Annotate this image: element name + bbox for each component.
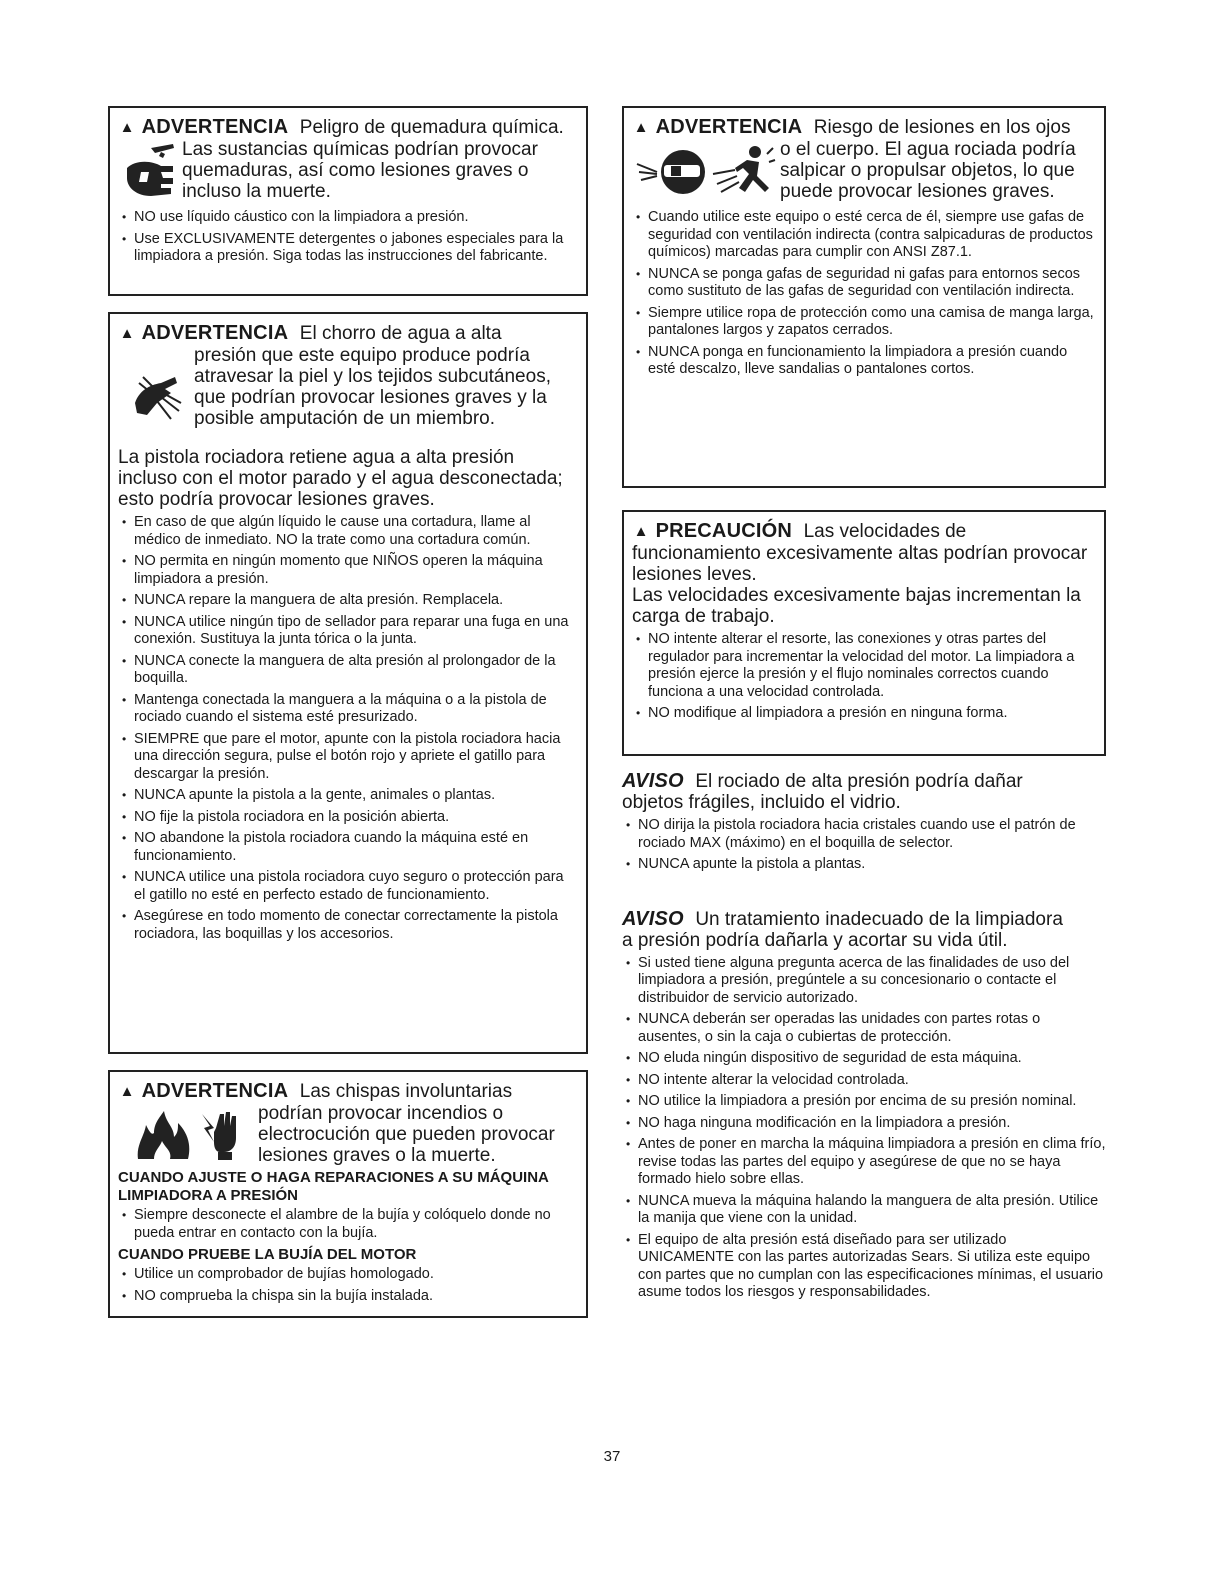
warning-text: presión que este equipo produce podría atravesar la piel y los tejidos subcutáneos, que podrían provocar lesiones graves y la posible amputación de un miembro. — [194, 345, 551, 429]
eye-injury-warning-box — [622, 106, 1106, 488]
list-item: • NO use líquido cáustico con la limpiadora a presión. — [118, 209, 578, 227]
signal-word: AVISO — [622, 907, 684, 930]
signal-word: AVISO — [622, 770, 684, 792]
list-item: • El equipo de alta presión está diseñado para ser utilizado UNICAMENTE con las partes autorizadas Sears. Si utiliza este equipo con partes que no cumplan con las especificaciones mínimas, el usuario asume todos los riesgos y responsabilidades. — [622, 1232, 1106, 1302]
list-item: • NUNCA utilice ningún tipo de sellador para reparar una fuga en una conexión. Sustituya la junta tórica o la junta. — [118, 614, 578, 649]
warning-bullet-list — [118, 1266, 578, 1305]
list-item: • NUNCA deberán ser operadas las unidades con partes rotas o ausentes, o sin la caja o cubiertas de protección. — [622, 1011, 1106, 1046]
section-subheading: CUANDO PRUEBE LA BUJÍA DEL MOTOR — [118, 1246, 417, 1263]
warning-text: o el cuerpo. El agua rociada podría salpicar o propulsar objetos, lo que puede provocar lesiones graves. — [780, 139, 1076, 202]
page-number: 37 — [603, 1448, 621, 1465]
spark-warning-box — [108, 1070, 588, 1318]
signal-word: PRECAUCIÓN — [655, 520, 793, 542]
warning-header — [118, 116, 578, 139]
list-item: • SIEMPRE que pare el motor, apunte con la pistola rociadora hacia una dirección segura, pulse el botón rojo y apriete el gatillo para descargar la presión. — [118, 731, 578, 784]
notice-header — [622, 770, 1106, 792]
list-item: • Mantenga conectada la manguera a la máquina o a la pistola de rociado cuando el sistema esté presurizado. — [118, 692, 578, 727]
list-item: • NO intente alterar la velocidad controlada. — [622, 1072, 1106, 1090]
list-item: • NUNCA ponga en funcionamiento la limpiadora a presión cuando esté descalzo, lleve sandalias o pantalones cortos. — [632, 344, 1096, 379]
list-item: • NO comprueba la chispa sin la bujía instalada. — [118, 1288, 578, 1306]
left-column — [108, 106, 588, 1334]
warning-triangle-icon: ▲ — [119, 1083, 135, 1100]
warning-bullet-list — [118, 1207, 578, 1242]
right-column — [622, 106, 1106, 1306]
caution-header — [632, 520, 1096, 543]
list-item: • Si usted tiene alguna pregunta acerca de las finalidades de uso del limpiadora a presión, pregúntele a su concesionario o contacte el distribuidor de servicio autorizado. — [622, 955, 1106, 1008]
list-item: • NUNCA apunte la pistola a plantas. — [622, 856, 1106, 874]
electric-shock-icon — [198, 1108, 242, 1162]
caution-text: funcionamiento excesivamente altas podrían provocar lesiones leves. — [632, 543, 1088, 585]
warning-bullet-list — [118, 514, 578, 943]
list-item: • NO dirija la pistola rociadora hacia cristales cuando use el patrón de rociado MAX (máximo) en el boquilla de selector. — [622, 817, 1106, 852]
skin-injection-hand-icon — [118, 345, 194, 445]
list-item: • NO utilice la limpiadora a presión por encima de su presión nominal. — [622, 1093, 1106, 1111]
list-item: • NO fije la pistola rociadora en la posición abierta. — [118, 809, 578, 827]
caution-bullet-list — [632, 631, 1096, 723]
list-item: • NO modifique al limpiadora a presión en ninguna forma. — [632, 705, 1096, 723]
list-item: • NUNCA conecte la manguera de alta presión al prolongador de la boquilla. — [118, 653, 578, 688]
warning-triangle-icon: ▲ — [119, 325, 135, 342]
warning-lead: Las chispas involuntarias — [299, 1081, 513, 1102]
chemical-burn-hand-icon — [118, 139, 182, 205]
caution-lead: Las velocidades de — [803, 521, 967, 542]
warning-paragraph: La pistola rociadora retiene agua a alta presión incluso con el motor parado y el agua desconectada; esto podría provocar lesiones graves. — [118, 447, 563, 510]
warning-lead: El chorro de agua a alta — [299, 323, 502, 344]
notice-bullet-list — [622, 955, 1106, 1302]
list-item: • NUNCA apunte la pistola a la gente, animales o plantas. — [118, 787, 578, 805]
list-item: • NO intente alterar el resorte, las conexiones y otras partes del regulador para incrementar la velocidad del motor. La limpiadora a presión ejerce la presión y el flujo nominales correctos cuando funciona a una velocidad controlada. — [632, 631, 1096, 701]
list-item: • NUNCA repare la manguera de alta presión. Remplacela. — [118, 592, 578, 610]
list-item: • NO eluda ningún dispositivo de seguridad de esta máquina. — [622, 1050, 1106, 1068]
list-item: • Siempre utilice ropa de protección como una camisa de manga larga, pantalones largos y zapatos cerrados. — [632, 305, 1096, 340]
caution-speed-box — [622, 510, 1106, 756]
warning-bullet-list — [118, 209, 578, 266]
notice-text: objetos frágiles, incluido el vidrio. — [622, 792, 901, 813]
flying-debris-icon — [711, 144, 777, 200]
signal-word: ADVERTENCIA — [141, 1080, 289, 1102]
list-item: • NUNCA mueva la máquina halando la manguera de alta presión. Utilice la manija que viene con la unidad. — [622, 1193, 1106, 1228]
warning-header — [118, 322, 578, 345]
warning-text: podrían provocar incendios o electrocución que pueden provocar lesiones graves o la muerte. — [258, 1103, 555, 1166]
list-item: • NO abandone la pistola rociadora cuando la máquina esté en funcionamiento. — [118, 830, 578, 865]
warning-lead: Riesgo de lesiones en los ojos — [813, 117, 1071, 138]
list-item: • Use EXCLUSIVAMENTE detergentes o jabones especiales para la limpiadora a presión. Siga todas las instrucciones del fabricante. — [118, 231, 578, 266]
list-item: • NUNCA utilice una pistola rociadora cuyo seguro o protección para el gatillo no esté en perfecto estado de funcionamiento. — [118, 869, 578, 904]
caution-text-2: Las velocidades excesivamente bajas incrementan la carga de trabajo. — [632, 585, 1081, 627]
list-item: • En caso de que algún líquido le cause una cortadura, llame al médico de inmediato. NO la trate como una cortadura común. — [118, 514, 578, 549]
notice-improper-treatment — [622, 908, 1106, 1302]
notice-text: a presión podría dañarla y acortar su vida útil. — [622, 929, 1008, 951]
notice-bullet-list — [622, 817, 1106, 874]
notice-lead: El rociado de alta presión podría dañar — [695, 771, 1023, 792]
list-item: • Cuando utilice este equipo o esté cerca de él, siempre use gafas de seguridad con ventilación indirecta (contra salpicaduras de productos químicos) marcadas para cumplir con ANSI Z87.1. — [632, 209, 1096, 262]
list-item: • Siempre desconecte el alambre de la bujía y colóquelo donde no pueda entrar en contacto con la bujía. — [118, 1207, 578, 1242]
list-item: • NUNCA se ponga gafas de seguridad ni gafas para entornos secos como sustituto de las gafas de seguridad con ventilación indirecta. — [632, 266, 1096, 301]
section-subheading: CUANDO AJUSTE O HAGA REPARACIONES A SU MÁQUINA LIMPIADORA A PRESIÓN — [118, 1169, 549, 1204]
signal-word: ADVERTENCIA — [655, 116, 803, 138]
warning-bullet-list — [632, 209, 1096, 379]
notice-header — [622, 908, 1106, 930]
warning-triangle-icon: ▲ — [633, 523, 649, 540]
list-item: • NO permita en ningún momento que NIÑOS operen la máquina limpiadora a presión. — [118, 553, 578, 588]
high-pressure-spray-warning-box — [108, 312, 588, 1054]
signal-word: ADVERTENCIA — [141, 322, 289, 344]
hazard-icons — [632, 139, 780, 205]
warning-text: Las sustancias químicas podrían provocar quemaduras, así como lesiones graves o incluso la muerte. — [182, 139, 538, 202]
signal-word: ADVERTENCIA — [141, 116, 289, 138]
warning-triangle-icon: ▲ — [633, 119, 649, 136]
fire-icon — [134, 1109, 194, 1161]
list-item: • Asegúrese en todo momento de conectar correctamente la pistola rociadora, las boquillas y los accesorios. — [118, 908, 578, 943]
list-item: • Utilice un comprobador de bujías homologado. — [118, 1266, 578, 1284]
safety-goggles-icon — [635, 144, 707, 200]
notice-fragile-objects — [622, 770, 1106, 874]
notice-lead: Un tratamiento inadecuado de la limpiadora — [695, 908, 1063, 930]
list-item: • Antes de poner en marcha la máquina limpiadora a presión en clima frío, revise todas las partes del equipo y asegúrese de que no se haya formado hielo sobre ellas. — [622, 1136, 1106, 1189]
warning-triangle-icon: ▲ — [119, 119, 135, 136]
list-item: • NO haga ninguna modificación en la limpiadora a presión. — [622, 1115, 1106, 1133]
warning-lead: Peligro de quemadura química. — [299, 117, 564, 138]
warning-header — [632, 116, 1096, 139]
hazard-icons — [118, 1103, 258, 1167]
chemical-burn-warning-box — [108, 106, 588, 296]
warning-header — [118, 1080, 578, 1103]
